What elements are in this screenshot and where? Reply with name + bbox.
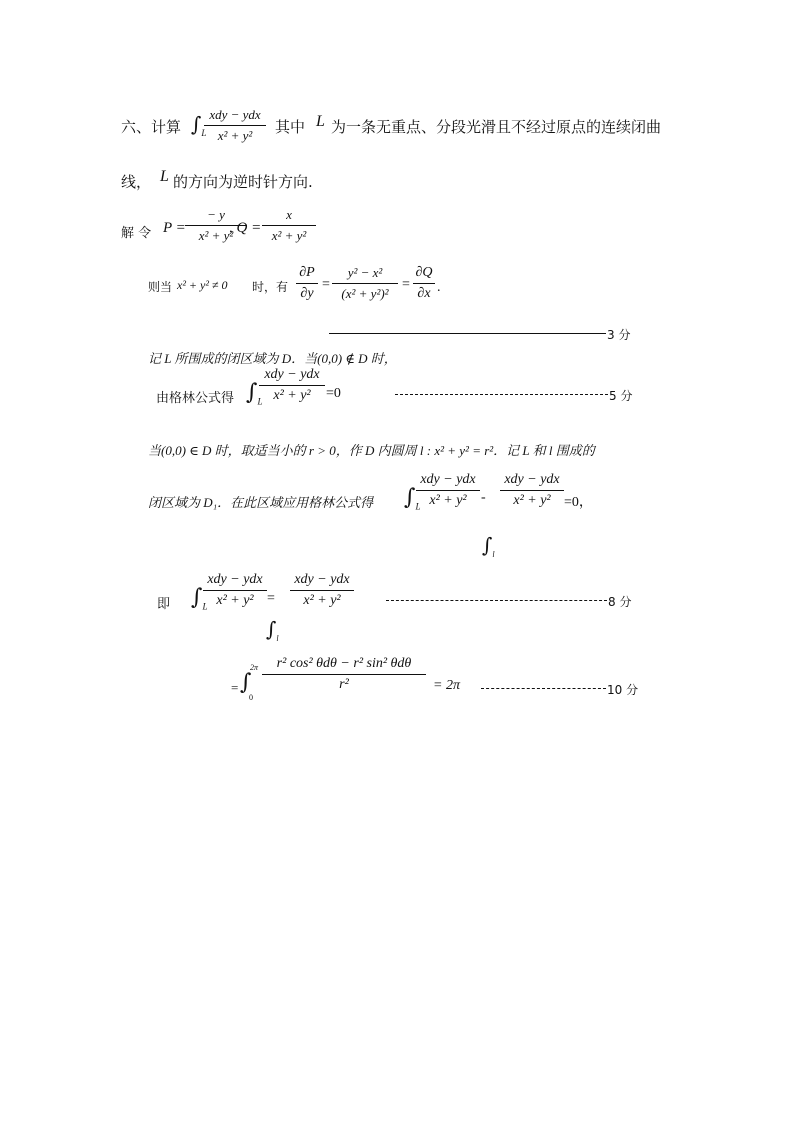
middle-denominator: (x² + y²)² xyxy=(341,286,389,301)
green-prefix-1: 由格林公式得 xyxy=(156,391,235,406)
final-fraction xyxy=(262,656,426,693)
green2-numerator-L: xdy − ydx xyxy=(420,472,476,487)
score-line-3 xyxy=(329,333,606,334)
integral-sign-4: $\int_L$ xyxy=(191,585,208,612)
minus-sign: - xyxy=(481,490,486,505)
green2-denominator-l: x² + y² xyxy=(513,493,551,508)
Q-numerator: x xyxy=(286,207,292,222)
green1-numerator: xdy − ydx xyxy=(264,367,320,382)
score-5: 5 分 xyxy=(609,389,633,403)
solution-prefix: 解 令 xyxy=(121,226,152,241)
period-1: . xyxy=(437,280,441,295)
final-numerator: r² cos² θdθ − r² sin² θdθ xyxy=(276,656,412,671)
integral-sign-l-2: $\int_l$ xyxy=(266,617,279,643)
middle-numerator: y² − x² xyxy=(347,265,383,280)
thus-numerator-L: xdy − ydx xyxy=(207,572,263,587)
P-numerator: − y xyxy=(207,207,225,222)
green2-fraction-L xyxy=(415,472,480,512)
Q-equals: , Q = xyxy=(229,220,262,236)
score-line-5 xyxy=(395,394,608,395)
Q-denominator: x² + y² xyxy=(271,228,307,243)
integral-lower-L-4: L xyxy=(202,601,208,612)
green1-denominator: x² + y² xyxy=(273,388,311,403)
middle-fraction xyxy=(332,265,398,302)
thus-numerator-l: xdy − ydx xyxy=(294,572,350,587)
score-line-10 xyxy=(481,688,606,689)
thus-prefix: 即 xyxy=(157,597,171,612)
problem-line2-start: 线， xyxy=(121,173,152,191)
integral-sign-5: ∫ xyxy=(240,670,252,695)
thus-fraction-L xyxy=(202,572,267,612)
green2-result: =0， xyxy=(564,495,593,510)
green1-fraction xyxy=(257,367,325,407)
integral-sign-2: $\int_L$ xyxy=(246,380,263,407)
dQ-denominator: ∂x xyxy=(417,286,431,301)
problem-number-label: 六、计算 xyxy=(121,118,182,136)
thus-denominator-l: x² + y² xyxy=(303,593,341,608)
score-line-8 xyxy=(386,600,607,601)
direction-text: 的方向为逆时针方向. xyxy=(173,173,313,191)
thus-denominator-L: x² + y² xyxy=(216,593,254,608)
problem-integrand-fraction xyxy=(204,107,266,144)
integral-sign-l: $\int_l$ xyxy=(482,533,495,559)
dP-dy-fraction xyxy=(296,265,318,302)
score-8: 8 分 xyxy=(608,595,632,609)
curve-L-symbol: L xyxy=(316,113,325,130)
equals-sign-4: = xyxy=(231,680,239,695)
dP-denominator: ∂y xyxy=(300,286,314,301)
equals-sign-3: = xyxy=(267,591,275,606)
integral-lower-L-3: L xyxy=(415,501,421,512)
final-denominator: r² xyxy=(339,677,349,692)
integral-sign-3: $\int_L$ xyxy=(404,485,421,512)
dQ-dx-fraction xyxy=(413,265,435,302)
equals-sign-2: = xyxy=(402,277,410,292)
partial-suffix: 时，有 xyxy=(252,280,289,294)
equals-sign-1: = xyxy=(322,277,330,292)
thus-fraction-l xyxy=(290,572,354,609)
problem-numerator: xdy − ydx xyxy=(209,107,261,122)
partial-prefix: 则当 xyxy=(148,280,173,294)
partial-condition: x² + y² ≠ 0 xyxy=(177,278,228,292)
circle-l-statement: 当(0,0) ∈ D 时，取适当小的 r > 0，作 D 内圆周 l : x² + y² = r²．记 L 和 l 围成的 xyxy=(148,443,595,458)
score-10: 10 分 xyxy=(607,683,639,697)
where-label: 其中 xyxy=(275,118,306,136)
P-equals: P = xyxy=(163,220,186,236)
integral-upper-limit: 2π xyxy=(250,663,259,672)
region-D-statement: 记 L 所围成的闭区域为 D．当(0,0) ∉ D 时， xyxy=(148,351,397,366)
green2-fraction-l xyxy=(500,472,564,509)
curve-L-symbol-2: L xyxy=(160,168,169,185)
green-prefix-2: 闭区域为 D₁．在此区域应用格林公式得 xyxy=(148,495,374,510)
integral-lower-L: L xyxy=(201,128,207,138)
green2-numerator-l: xdy − ydx xyxy=(504,472,560,487)
integral-sign: $\int_L$ xyxy=(191,112,207,138)
integral-lower-limit: 0 xyxy=(249,693,253,702)
dQ-numerator: ∂Q xyxy=(415,265,433,280)
problem-denominator: x² + y² xyxy=(217,128,253,143)
P-denominator: x² + y² xyxy=(198,228,234,243)
integral-lower-L-2: L xyxy=(257,396,263,407)
final-result: = 2π xyxy=(433,678,460,693)
curve-condition-text: 为一条无重点、分段光滑且不经过原点的连续闭曲 xyxy=(331,118,662,136)
Q-fraction xyxy=(262,207,316,244)
green2-denominator-L: x² + y² xyxy=(429,493,467,508)
score-3: 3 分 xyxy=(607,328,631,342)
green1-result: =0 xyxy=(326,386,341,401)
dP-numerator: ∂P xyxy=(299,265,315,280)
